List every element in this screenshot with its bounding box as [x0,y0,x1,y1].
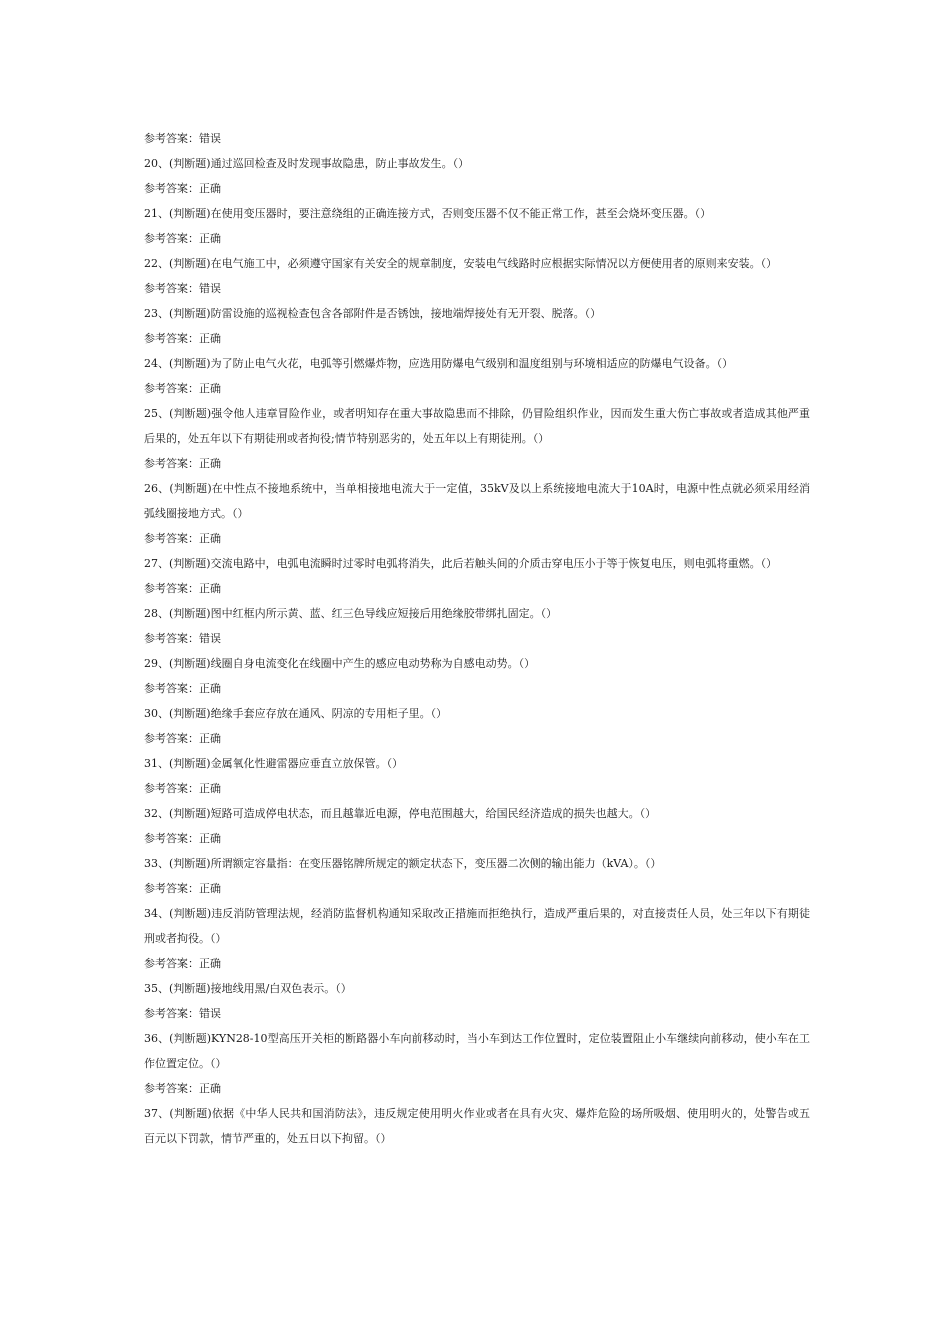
answer-line: 参考答案：正确 [144,832,221,845]
answer-line: 参考答案：正确 [144,732,221,745]
question-line: 29、(判断题)线圈自身电流变化在线圈中产生的感应电动势称为自感电动势。（） [144,657,536,670]
question-line: 23、(判断题)防雷设施的巡视检查包含各部附件是否锈蚀，接地端焊接处有无开裂、脱落。（） [144,307,602,320]
question-line: 33、(判断题)所谓额定容量指：在变压器铭牌所规定的额定状态下，变压器二次侧的输出能力（kVA）。（） [144,857,662,870]
question-line: 30、(判断题)绝缘手套应存放在通风、阴凉的专用柜子里。（） [144,707,448,720]
question-line: 22、(判断题)在电气施工中，必须遵守国家有关安全的规章制度，安装电气线路时应根据实际情况以方便使用者的原则来安装。（） [144,257,778,270]
question-line: 21、(判断题)在使用变压器时，要注意绕组的正确连接方式，否则变压器不仅不能正常工作，甚至会烧坏变压器。（） [144,207,712,220]
answer-line: 参考答案：正确 [144,382,221,395]
question-line: 37、(判断题)依据《中华人民共和国消防法》，违反规定使用明火作业或者在具有火灾、爆炸危险的场所吸烟、使用明火的，处警告或五百元以下罚款，情节严重的，处五日以下拘留。（） [144,1107,810,1145]
question-line: 20、(判断题)通过巡回检查及时发现事故隐患，防止事故发生。（） [144,157,470,170]
answer-line: 参考答案：正确 [144,957,221,970]
answer-line: 参考答案：错误 [144,632,221,645]
question-line: 36、(判断题)KYN28-10型高压开关柜的断路器小车向前移动时，当小车到达工作位置时，定位装置阻止小车继续向前移动，使小车在工作位置定位。（） [144,1032,810,1070]
question-line: 26、(判断题)在中性点不接地系统中，当单相接地电流大于一定值，35kV及以上系统接地电流大于10A时，电源中性点就必须采用经消弧线圈接地方式。（） [144,482,810,520]
answer-line: 参考答案：正确 [144,532,221,545]
question-line: 34、(判断题)违反消防管理法规，经消防监督机构通知采取改正措施而拒绝执行，造成严重后果的，对直接责任人员，处三年以下有期徒刑或者拘役。（） [144,907,810,945]
answer-line: 参考答案：正确 [144,882,221,895]
question-line: 31、(判断题)金属氧化性避雷器应垂直立放保管。（） [144,757,404,770]
question-line: 24、(判断题)为了防止电气火花，电弧等引燃爆炸物，应选用防爆电气级别和温度组别与环境相适应的防爆电气设备。（） [144,357,734,370]
answer-line: 参考答案：正确 [144,782,221,795]
answer-line: 参考答案：正确 [144,582,221,595]
answer-line: 参考答案：正确 [144,457,221,470]
answer-line: 参考答案：正确 [144,182,221,195]
question-line: 27、(判断题)交流电路中，电弧电流瞬时过零时电弧将消失，此后若触头间的介质击穿电压小于等于恢复电压，则电弧将重燃。（） [144,557,778,570]
answer-line: 参考答案：正确 [144,332,221,345]
answer-line: 参考答案：错误 [144,1007,221,1020]
answer-line: 参考答案：正确 [144,232,221,245]
answer-line: 参考答案：错误 [144,132,221,145]
answer-line: 参考答案：错误 [144,282,221,295]
question-line: 25、(判断题)强令他人违章冒险作业，或者明知存在重大事故隐患而不排除，仍冒险组织作业，因而发生重大伤亡事故或者造成其他严重后果的，处五年以下有期徒刑或者拘役;情节特别恶劣的，处五年以上有期徒刑。（） [144,407,810,445]
answer-line: 参考答案：正确 [144,1082,221,1095]
question-line: 32、(判断题)短路可造成停电状态，而且越靠近电源，停电范围越大，给国民经济造成的损失也越大。（） [144,807,657,820]
question-line: 28、(判断题)图中红框内所示黄、蓝、红三色导线应短接后用绝缘胶带绑扎固定。（） [144,607,558,620]
document-page [144,126,810,1151]
answer-line: 参考答案：正确 [144,682,221,695]
question-line: 35、(判断题)接地线用黑/白双色表示。（） [144,982,352,995]
